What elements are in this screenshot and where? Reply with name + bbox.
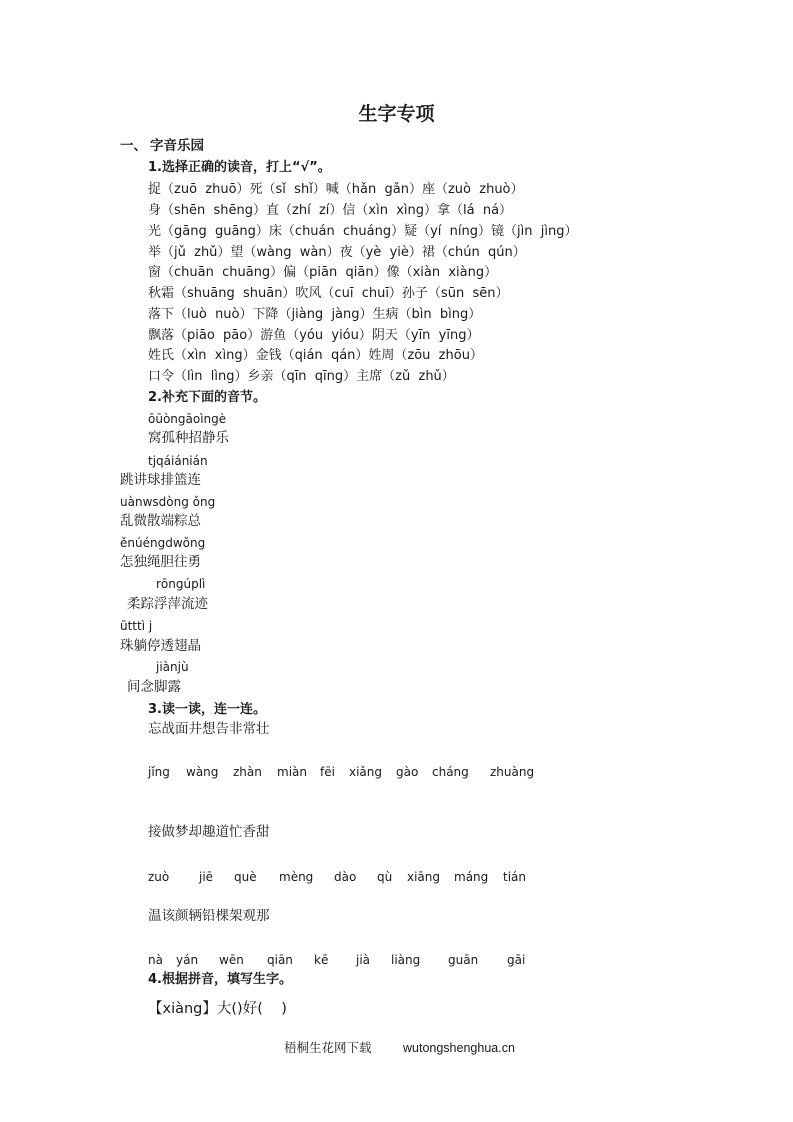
q3-pinyin: zhàn — [233, 765, 262, 779]
q3-pinyin: dào — [334, 870, 357, 884]
q2-hanzi: 珠躺停透翅晶 — [120, 638, 201, 654]
q3-pinyin: fēi — [320, 765, 335, 779]
question-4-heading: 4.根据拼音，填写生字。 — [148, 972, 292, 987]
q3-pinyin: cháng — [432, 765, 469, 779]
footer-site-name: 梧桐生花网下载 — [284, 1040, 372, 1055]
q1-line: 口令（lìn lìng）乡亲（qīn qīng）主席（zǔ zhǔ） — [148, 369, 455, 384]
q3-hanzi-row: 忘战面井想告非常壮 — [148, 721, 270, 737]
q3-pinyin: qiān — [267, 953, 293, 967]
q2-hanzi: 窝孤种招静乐 — [148, 430, 229, 446]
q2-hanzi: 乱微散端粽总 — [120, 513, 201, 529]
q2-hanzi: 间念脚露 — [127, 679, 181, 695]
q1-line: 捉（zuō zhuō）死（sǐ shǐ）喊（hǎn gǎn）座（zuò zhuò） — [148, 182, 524, 197]
q1-line: 举（jǔ zhǔ）望（wàng wàn）夜（yè yiè）裙（chún qún） — [148, 245, 526, 260]
q3-pinyin: máng — [454, 870, 489, 884]
q2-pinyin: tjqáiánián — [148, 454, 208, 468]
q4-item: 【xiàng】大()好( ) — [148, 1001, 287, 1017]
q3-pinyin: wàng — [186, 765, 219, 779]
q2-pinyin: ōūòngāoìngè — [148, 412, 227, 426]
q3-pinyin: nà — [148, 953, 163, 967]
q3-pinyin: liàng — [391, 953, 421, 967]
q2-hanzi: 柔踪浮萍流迹 — [127, 596, 208, 612]
q2-pinyin: uànwsdòng ǒng — [120, 495, 216, 509]
q3-hanzi-row: 接做梦却趣道忙香甜 — [148, 824, 270, 840]
q3-pinyin: xiǎng — [349, 765, 383, 779]
q3-pinyin: zuò — [148, 870, 170, 884]
question-3-heading: 3.读一读，连一连。 — [148, 702, 266, 717]
q2-pinyin: rōngúplì — [156, 577, 206, 591]
q3-pinyin: zhuàng — [490, 765, 535, 779]
q3-pinyin: guān — [448, 953, 479, 967]
q3-pinyin: jiē — [199, 870, 214, 884]
q3-pinyin: qù — [377, 870, 393, 884]
q3-pinyin: wēn — [219, 953, 244, 967]
q1-line: 身（shēn shēng）直（zhí zí）信（xìn xìng）拿（lá ná） — [148, 203, 513, 218]
q3-pinyin: jià — [356, 953, 371, 967]
q3-pinyin: kē — [314, 953, 329, 967]
q3-pinyin: yán — [176, 953, 199, 967]
q3-pinyin: jǐng — [148, 765, 170, 779]
q3-hanzi-row: 温该颜辆铅棵架观那 — [148, 908, 270, 924]
q3-pinyin: gāi — [507, 953, 526, 967]
section-heading: 字音乐园 — [150, 138, 204, 154]
footer-url[interactable]: wutongshenghua.cn — [403, 1041, 515, 1055]
question-2-heading: 2.补充下面的音节。 — [148, 390, 266, 405]
q2-pinyin: jiànjù — [156, 660, 189, 674]
question-1-heading: 1.选择正确的读音，打上“√”。 — [148, 160, 331, 175]
q3-pinyin: gào — [396, 765, 419, 779]
page-title: 生字专项 — [358, 103, 435, 125]
q1-line: 秋霜（shuāng shuān）吹风（cuī chuī）孙子（sūn sēn） — [148, 286, 509, 301]
q1-line: 姓氏（xìn xìng）金钱（qián qán）姓周（zōu zhōu） — [148, 348, 483, 363]
q3-pinyin: mèng — [279, 870, 314, 884]
q1-line: 飘落（piāo pāo）游鱼（yóu yióu）阴天（yīn yīng） — [148, 328, 480, 343]
q1-line: 落下（luò nuò）下降（jiàng jàng）生病（bìn bìng） — [148, 307, 482, 322]
q1-line: 光（gāng guāng）床（chuán chuáng）疑（yí níng）镜（jìn jìng） — [148, 224, 578, 239]
q2-hanzi: 跳讲球排篮连 — [120, 472, 201, 488]
section-number: 一、 — [120, 138, 147, 154]
q3-pinyin: miàn — [277, 765, 307, 779]
q3-pinyin: què — [234, 870, 257, 884]
q3-pinyin: tián — [503, 870, 526, 884]
q2-pinyin: ūtttì j — [120, 619, 153, 633]
q3-pinyin: xiāng — [407, 870, 441, 884]
q1-line: 窗（chuān chuāng）偏（piān qiān）像（xiàn xiàng） — [148, 265, 498, 280]
q2-hanzi: 怎独绳胆往勇 — [120, 554, 201, 570]
q2-pinyin: ěnúéngdwǒng — [120, 536, 206, 550]
